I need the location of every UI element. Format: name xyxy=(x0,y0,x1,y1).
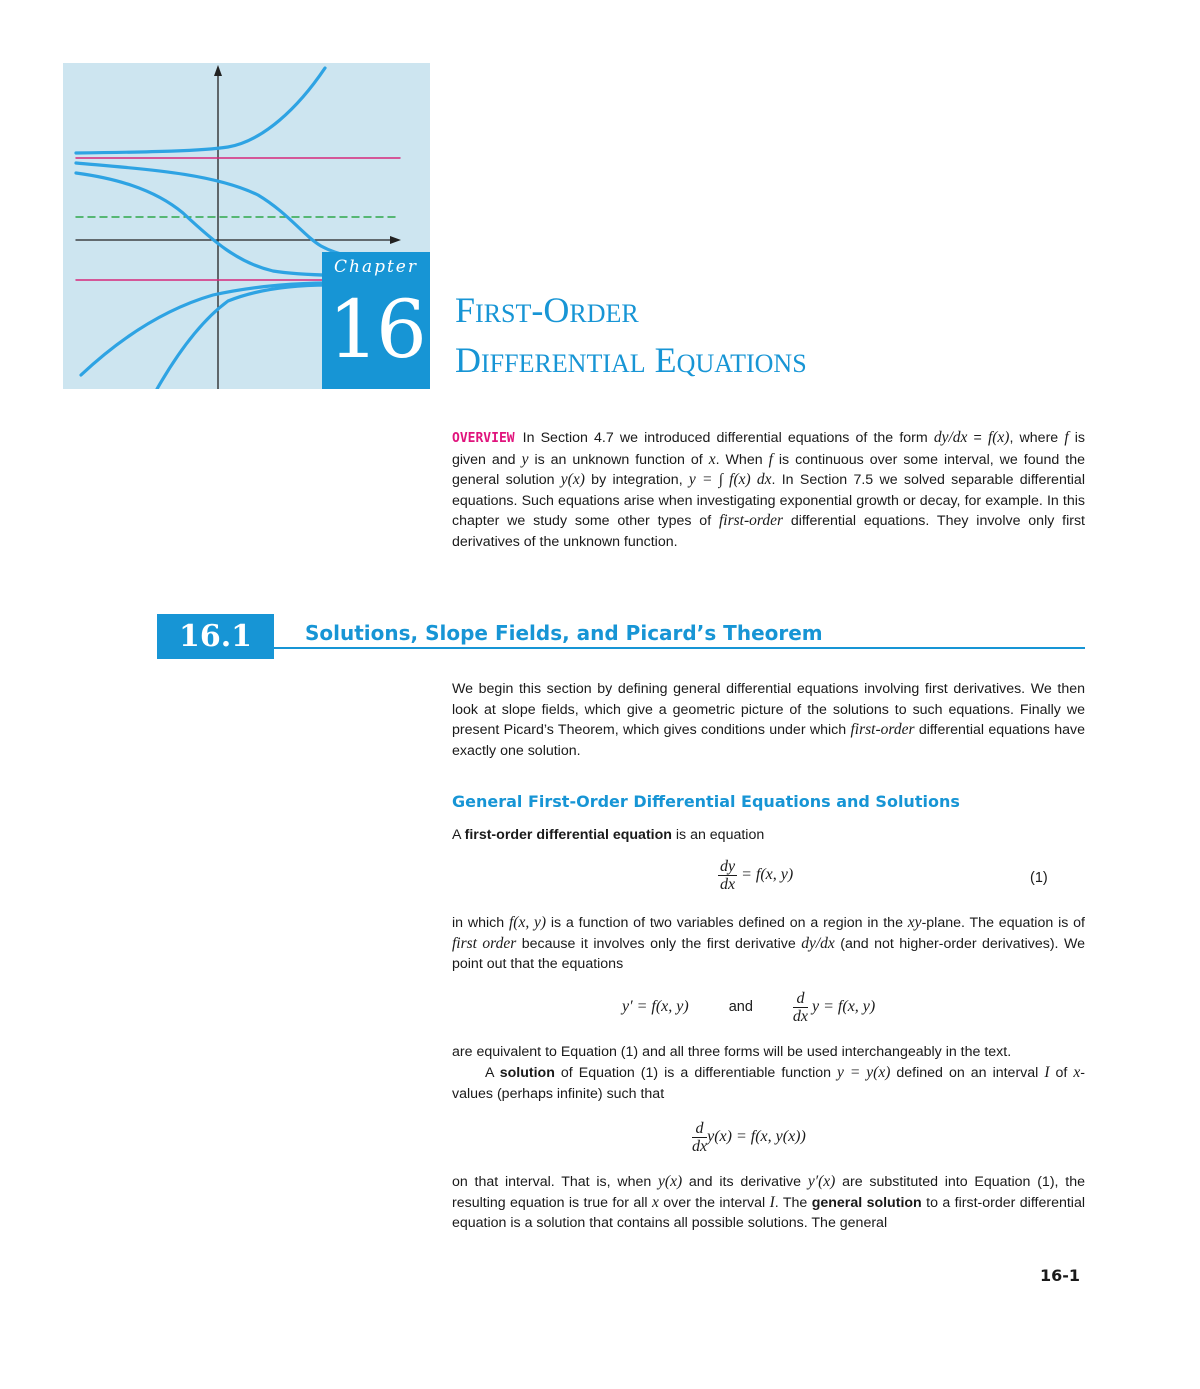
section-number-badge: 16.1 xyxy=(157,614,274,659)
section-intro-paragraph: We begin this section by defining general differential equations involving first derivatives. We then look at slope fields, which give a geometric picture of the solutions to such equations. Finally we present Picard’s Theorem, which gives conditions under which first-order differential equations have exactly one solution. xyxy=(452,681,1085,759)
solution-definition-paragraph: A solution of Equation (1) is a differentiable function y = y(x) defined on an interval I of x-values (perhaps infinite) such that xyxy=(452,1064,1085,1102)
section-title: Solutions, Slope Fields, and Picard’s Theorem xyxy=(305,621,823,645)
definition-sentence: A first-order differential equation is an equation xyxy=(452,827,765,843)
paragraph-2: in which f(x, y) is a function of two variables defined on a region in the xy-plane. The equation is of first order because it involves only the first derivative dy/dx (and not higher-order derivatives). We point out that the equations xyxy=(452,914,1085,973)
x-axis-arrow xyxy=(390,236,401,244)
solution-curve xyxy=(157,285,328,389)
solution-curve xyxy=(81,283,328,375)
chapter-label: Chapter xyxy=(334,257,418,277)
equation-3: $\frac{d}{dx}$ y(x) = f(x, y(x)) xyxy=(692,1120,806,1155)
chapter-title-line-2: DIFFERENTIAL EQUATIONS xyxy=(455,340,807,380)
solution-curve xyxy=(76,163,400,261)
equation-1: $\frac{dy}{dx}$ = f(x, y) xyxy=(720,858,794,893)
equation-2: y′ = f(x, y) and $\frac{d}{dx}$ y = f(x, y) xyxy=(622,990,876,1025)
page-number: 16-1 xyxy=(1040,1266,1081,1285)
paragraph-3: are equivalent to Equation (1) and all three forms will be used interchangeably in the text. xyxy=(452,1044,1012,1060)
overview-paragraph: OVERVIEW In Section 4.7 we introduced differential equations of the form dy/dx = f(x), where f is given and y is an unknown function of x. When f is continuous over some interval, we found the general solution y(x) by integration, y = ∫ f(x) dx. In Section 7.5 we solved separable differential equations. Such equations arise when investigating exponential growth or decay, for example. In this chapter we study some other types of first-order differential equations. They involve only first derivatives of the unknown function. xyxy=(452,429,1086,550)
solution-curve xyxy=(76,68,325,153)
chapter-number: 16 xyxy=(328,283,424,376)
y-axis-arrow xyxy=(214,65,222,76)
equation-number: (1) xyxy=(1030,870,1048,886)
subsection-title: General First-Order Differential Equations and Solutions xyxy=(452,792,960,811)
paragraph-5: on that interval. That is, when y(x) and its derivative y′(x) are substituted into Equation (1), the resulting equation is true for all x over the interval I. The general solution to a first-order differential equation is a solution that contains all possible solutions. The general xyxy=(452,1173,1085,1232)
chapter-title-line-1: FIRST-ORDER xyxy=(455,290,639,330)
section-divider xyxy=(274,647,1085,649)
chapter-badge xyxy=(322,252,430,389)
overview-label: OVERVIEW xyxy=(452,431,515,446)
